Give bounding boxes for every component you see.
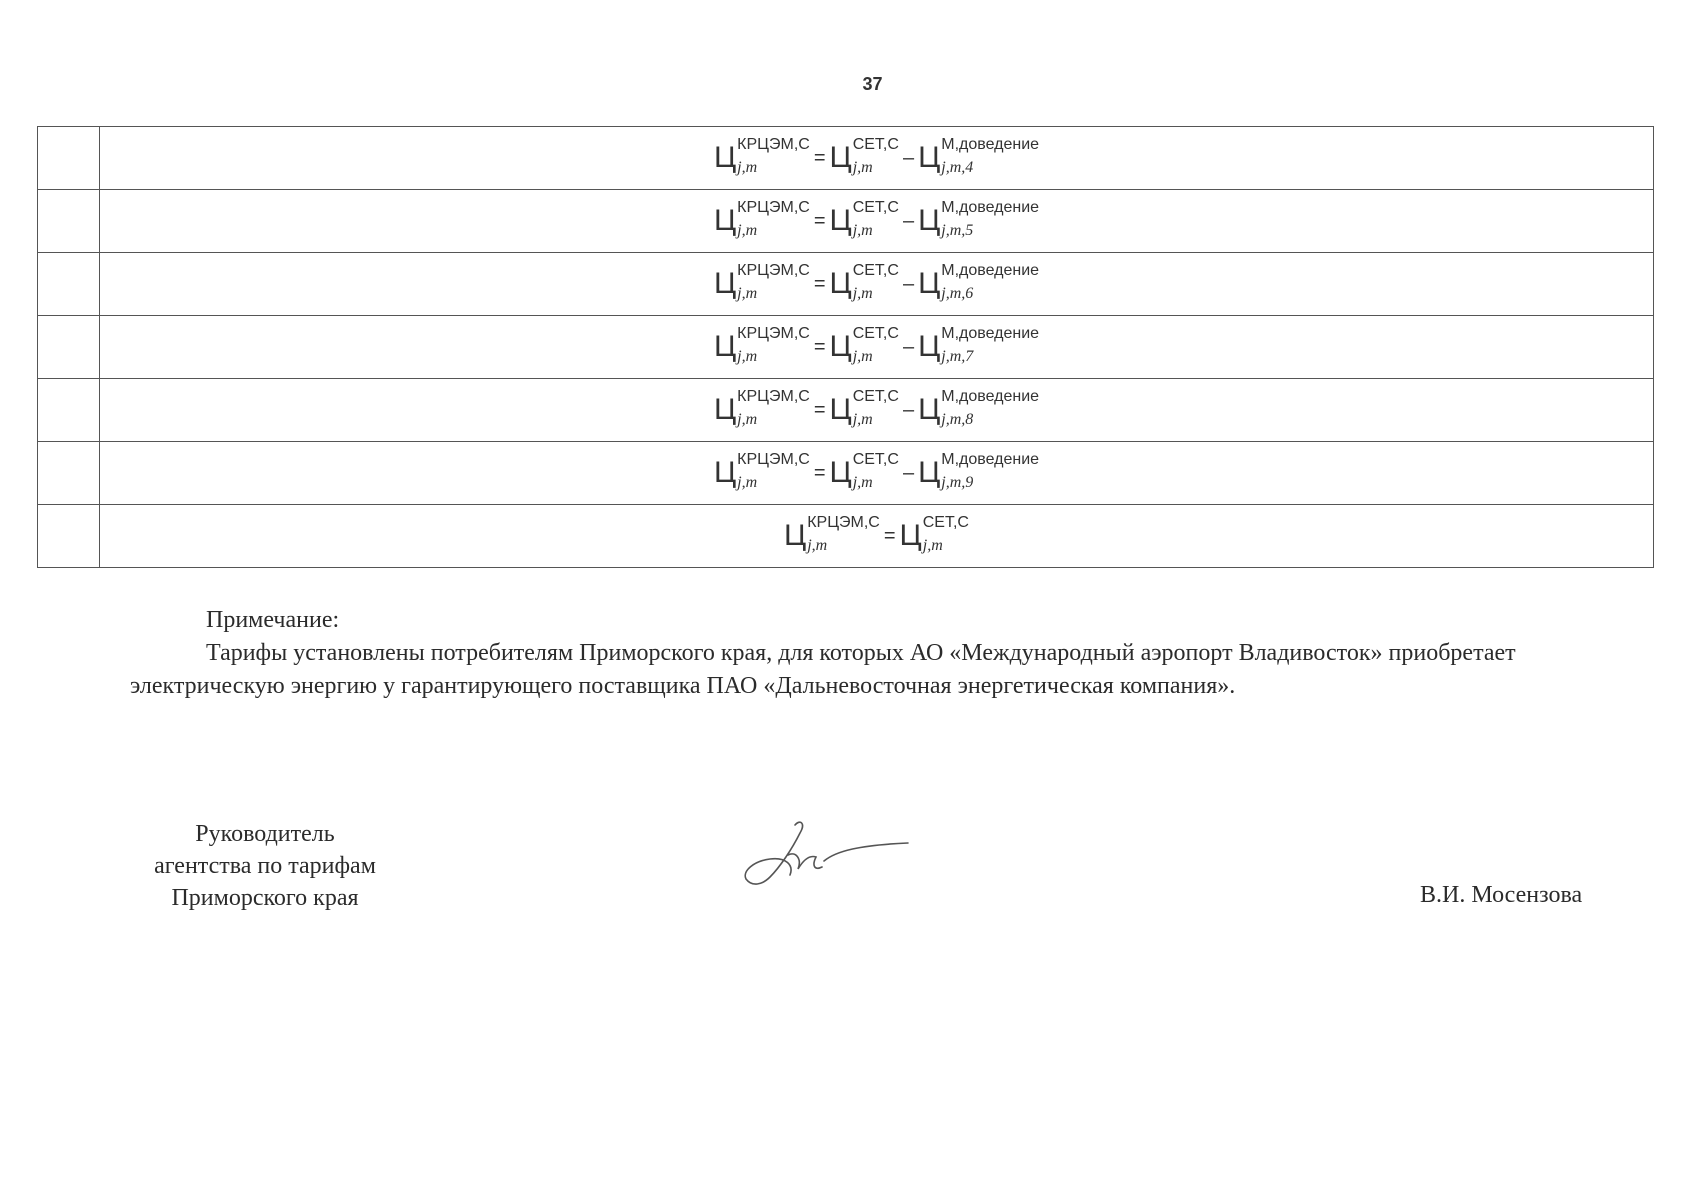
formula-indices: [922, 514, 969, 554]
signer-position-line: агентства по тарифам: [154, 853, 376, 879]
formula-superscript: СЕТ,С: [852, 325, 899, 343]
formula-indices: [737, 262, 810, 302]
formula-symbol: Ц: [918, 267, 941, 300]
formula-indices: [941, 136, 1040, 176]
formula-indices: [852, 451, 899, 491]
formula-cell: [100, 253, 1654, 316]
formula-row: [38, 505, 1654, 568]
formula-indices: [941, 325, 1040, 365]
formula-subscript: j,m: [737, 411, 758, 428]
formula-symbol: Ц: [918, 330, 941, 363]
formula-superscript: М,доведение: [941, 388, 1040, 406]
formula-row: [38, 442, 1654, 505]
formula-operator: =: [813, 335, 826, 358]
formula-subscript: j,m: [852, 159, 873, 176]
formula: [713, 388, 1040, 428]
formula-operator: =: [813, 146, 826, 169]
formula-subscript: j,m,9: [941, 474, 974, 491]
formula-symbol: Ц: [784, 519, 807, 552]
formula-indices: [941, 199, 1040, 239]
formula-symbol: Ц: [829, 141, 852, 174]
formula-indices: [852, 199, 899, 239]
formula-symbol: Ц: [829, 204, 852, 237]
formula-superscript: КРЦЭМ,С: [737, 388, 810, 406]
formula-symbol: Ц: [829, 267, 852, 300]
formula-cell: [100, 442, 1654, 505]
formula-operator: =: [883, 524, 896, 547]
signer-name: В.И. Мосензова: [1420, 882, 1583, 908]
row-label-cell: [38, 442, 100, 505]
formula-subscript: j,m,8: [941, 411, 974, 428]
formula-superscript: КРЦЭМ,С: [737, 262, 810, 280]
formula-indices: [737, 199, 810, 239]
formula-symbol: Ц: [713, 330, 737, 363]
formula-operator: –: [902, 335, 915, 358]
formula-cell: [100, 379, 1654, 442]
formula-cell: [100, 127, 1654, 190]
formula-indices: [941, 262, 1040, 302]
formula-subscript: j,m,6: [941, 285, 974, 302]
row-label-cell: [38, 127, 100, 190]
signer-position: [120, 818, 410, 914]
formula-indices: [941, 388, 1040, 428]
formula-superscript: СЕТ,С: [922, 514, 969, 532]
formula-superscript: СЕТ,С: [852, 388, 899, 406]
formula: [713, 136, 1040, 176]
formula-subscript: j,m: [852, 411, 873, 428]
formula-indices: [852, 388, 899, 428]
formula-symbol: Ц: [918, 204, 941, 237]
formula: [713, 262, 1040, 302]
formula-row: [38, 190, 1654, 253]
formula-subscript: j,m: [737, 285, 758, 302]
formula-superscript: М,доведение: [941, 325, 1040, 343]
formula-table-body: [38, 127, 1654, 568]
formula-subscript: j,m,5: [941, 222, 974, 239]
formula-symbol: Ц: [713, 267, 737, 300]
formula-indices: [807, 514, 880, 554]
row-label-cell: [38, 316, 100, 379]
formula-cell: [100, 505, 1654, 568]
formula-superscript: М,доведение: [941, 451, 1040, 469]
page-number: 37: [862, 74, 883, 94]
note-text: Тарифы установлены потребителям Приморского края, для которых АО «Международный аэропорт Владивосток» приобретает электрическую энергию у гарантирующего поставщика ПАО «Дальневосточная энергетическая компания».: [130, 640, 1516, 699]
formula-symbol: Ц: [713, 393, 737, 426]
formula-superscript: СЕТ,С: [852, 199, 899, 217]
formula-subscript: j,m: [852, 285, 873, 302]
formula-superscript: СЕТ,С: [852, 136, 899, 154]
formula-subscript: j,m: [737, 222, 758, 239]
formula-symbol: Ц: [829, 330, 852, 363]
row-label-cell: [38, 379, 100, 442]
formula-subscript: j,m: [807, 537, 828, 554]
signer-position-line: Приморского края: [171, 885, 359, 911]
formula-operator: –: [902, 272, 915, 295]
formula-subscript: j,m: [852, 474, 873, 491]
formula-row: [38, 253, 1654, 316]
formula-indices: [737, 388, 810, 428]
formula-symbol: Ц: [713, 204, 737, 237]
formula-row: [38, 316, 1654, 379]
formula-cell: [100, 190, 1654, 253]
formula: [784, 514, 969, 554]
formula-superscript: М,доведение: [941, 199, 1040, 217]
formula-subscript: j,m: [737, 474, 758, 491]
formula-symbol: Ц: [829, 393, 852, 426]
formula-symbol: Ц: [918, 456, 941, 489]
formula-superscript: М,доведение: [941, 262, 1040, 280]
formula-subscript: j,m: [737, 159, 758, 176]
formula-operator: –: [902, 146, 915, 169]
formula-superscript: КРЦЭМ,С: [737, 136, 810, 154]
formula-operator: =: [813, 209, 826, 232]
formula-subscript: j,m,4: [941, 159, 974, 176]
formula-subscript: j,m: [922, 537, 943, 554]
formula-subscript: j,m: [737, 348, 758, 365]
formula-indices: [852, 325, 899, 365]
formula-symbol: Ц: [829, 456, 852, 489]
signer-position-line: Руководитель: [195, 821, 335, 847]
row-label-cell: [38, 253, 100, 316]
formula-row: [38, 379, 1654, 442]
formula-operator: –: [902, 398, 915, 421]
note-block: [130, 604, 1650, 703]
formula-operator: =: [813, 398, 826, 421]
formula-symbol: Ц: [713, 456, 737, 489]
formula-operator: =: [813, 461, 826, 484]
formula-indices: [852, 262, 899, 302]
formula-superscript: КРЦЭМ,С: [737, 199, 810, 217]
formula: [713, 325, 1040, 365]
formula-indices: [737, 136, 810, 176]
formula-operator: =: [813, 272, 826, 295]
formula: [713, 451, 1040, 491]
row-label-cell: [38, 505, 100, 568]
formula-superscript: М,доведение: [941, 136, 1040, 154]
formula-superscript: КРЦЭМ,С: [807, 514, 880, 532]
formula-operator: –: [902, 209, 915, 232]
formula-superscript: КРЦЭМ,С: [737, 451, 810, 469]
formula-symbol: Ц: [899, 519, 922, 552]
formula-superscript: КРЦЭМ,С: [737, 325, 810, 343]
formula: [713, 199, 1040, 239]
row-label-cell: [38, 190, 100, 253]
formula-subscript: j,m: [852, 222, 873, 239]
formula-operator: –: [902, 461, 915, 484]
formula-indices: [737, 451, 810, 491]
formula-superscript: СЕТ,С: [852, 451, 899, 469]
formula-subscript: j,m: [852, 348, 873, 365]
formula-superscript: СЕТ,С: [852, 262, 899, 280]
formula-indices: [941, 451, 1040, 491]
formula-symbol: Ц: [918, 141, 941, 174]
formula-table: [37, 126, 1654, 568]
formula-row: [38, 127, 1654, 190]
formula-indices: [737, 325, 810, 365]
formula-subscript: j,m,7: [941, 348, 974, 365]
formula-symbol: Ц: [918, 393, 941, 426]
formula-cell: [100, 316, 1654, 379]
note-label: Примечание:: [206, 607, 340, 633]
handwritten-signature: [740, 815, 920, 895]
formula-indices: [852, 136, 899, 176]
formula-symbol: Ц: [713, 141, 737, 174]
